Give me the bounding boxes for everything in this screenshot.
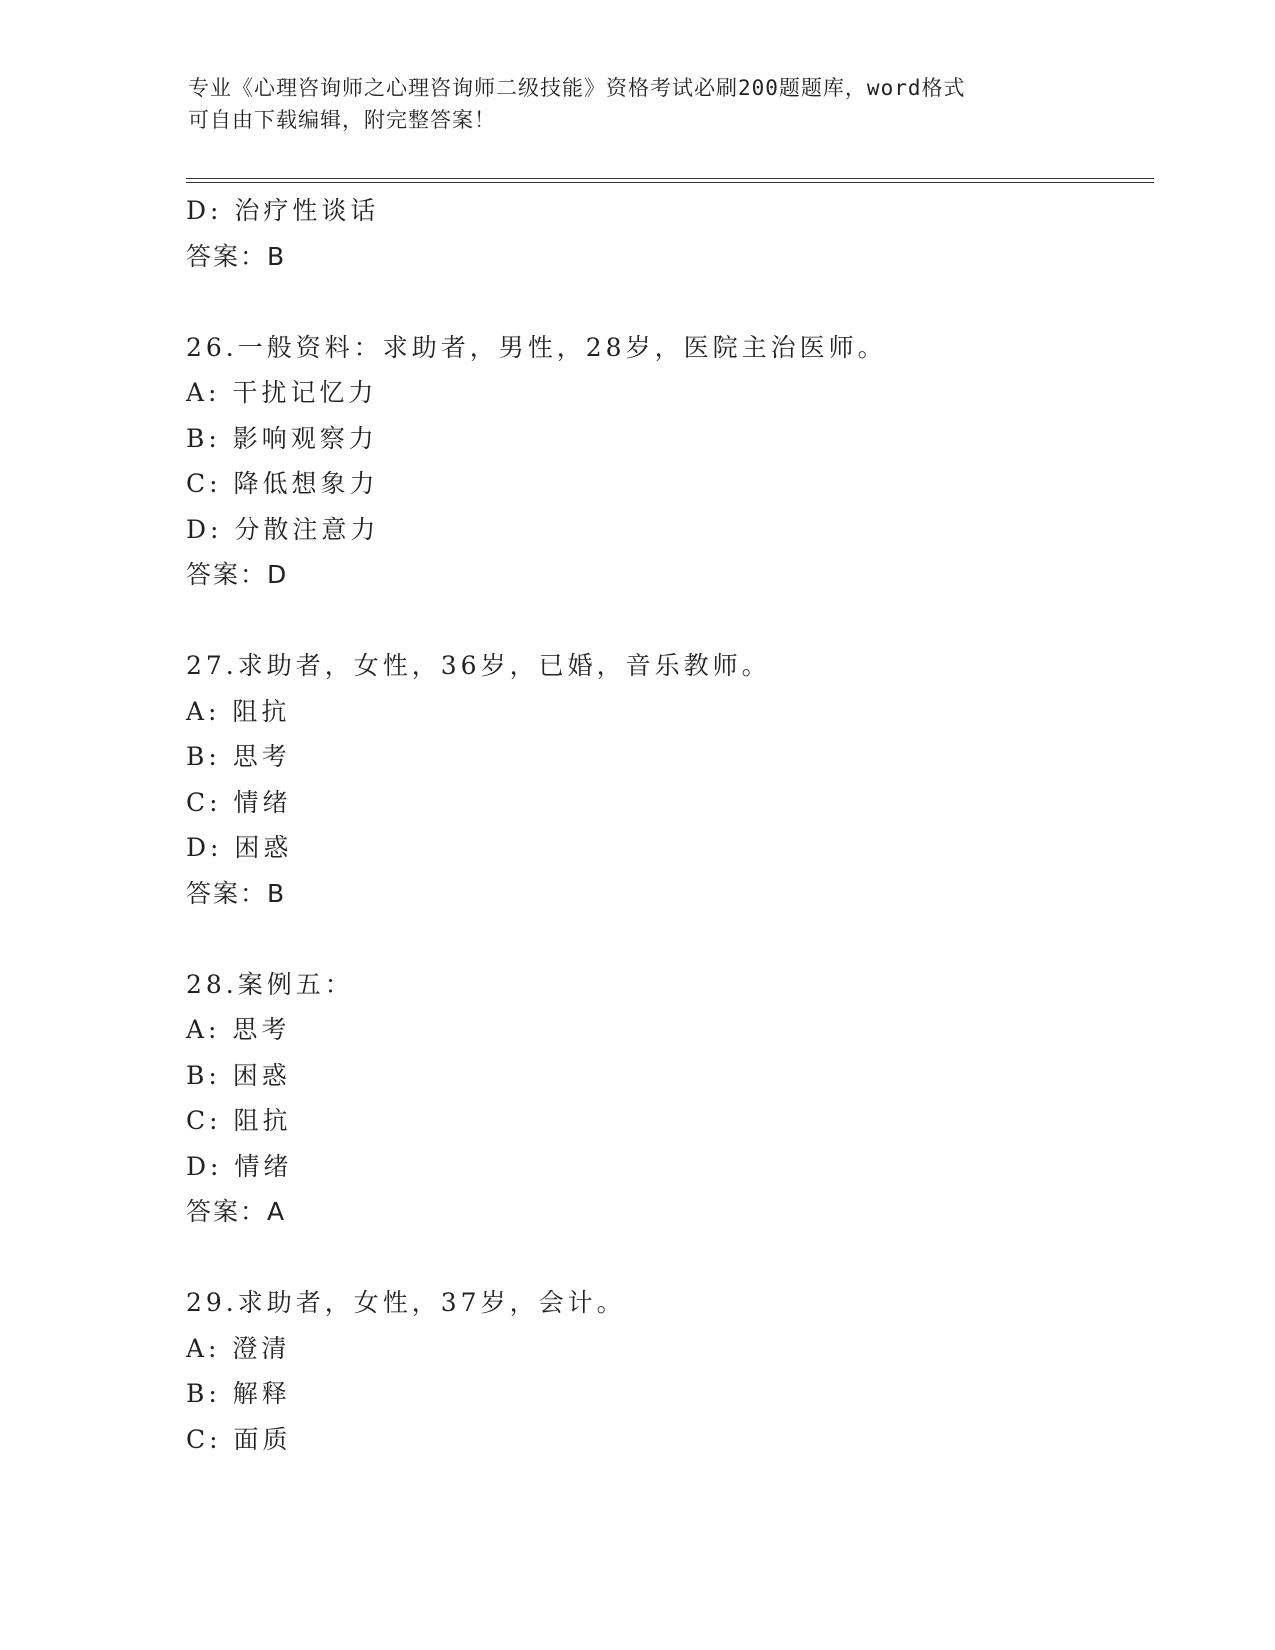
header-divider-bottom [186, 182, 1154, 183]
option-d: D: 困惑 [186, 833, 293, 862]
option-a: A: 干扰记忆力 [186, 378, 378, 407]
option-b: B: 困惑 [186, 1060, 291, 1090]
question-27: 27.求助者，女性，36岁，已婚，音乐教师。 [186, 651, 771, 680]
spacer [186, 1235, 1146, 1281]
option-c: C: 面质 [186, 1424, 292, 1454]
header-line-1: 专业《心理咨询师之心理咨询师二级技能》资格考试必刷200题题库，word格式 [188, 76, 966, 100]
option-c: C: 阻抗 [186, 1106, 292, 1135]
question-list [186, 188, 1146, 1462]
answer-line: 答案：B [186, 878, 287, 908]
option-c: C: 降低想象力 [186, 469, 379, 498]
question-28: 28.案例五： [186, 969, 354, 999]
document-header [188, 72, 1088, 136]
spacer [186, 279, 1146, 325]
option-d: D: 分散注意力 [186, 514, 380, 544]
question-29: 29.求助者，女性，37岁，会计。 [186, 1288, 626, 1317]
option-b: B: 解释 [186, 1379, 291, 1408]
option-a: A: 澄清 [186, 1333, 291, 1363]
answer-line: 答案：D [186, 560, 289, 589]
spacer [186, 916, 1146, 962]
question-26: 26.一般资料：求助者，男性，28岁，医院主治医师。 [186, 332, 887, 362]
option-b: B: 影响观察力 [186, 423, 378, 453]
option-a: A: 阻抗 [186, 696, 291, 726]
answer-line: 答案：B [186, 241, 287, 271]
option-d: D: 情绪 [186, 1151, 293, 1181]
option-c: C: 情绪 [186, 787, 292, 817]
header-line-2: 可自由下载编辑，附完整答案！ [188, 108, 496, 132]
answer-line: 答案：A [186, 1197, 287, 1226]
spacer [186, 598, 1146, 644]
header-divider-top [186, 178, 1154, 179]
option-a: A: 思考 [186, 1015, 291, 1044]
option-b: B: 思考 [186, 742, 291, 771]
option-d: D: 治疗性谈话 [186, 196, 380, 225]
